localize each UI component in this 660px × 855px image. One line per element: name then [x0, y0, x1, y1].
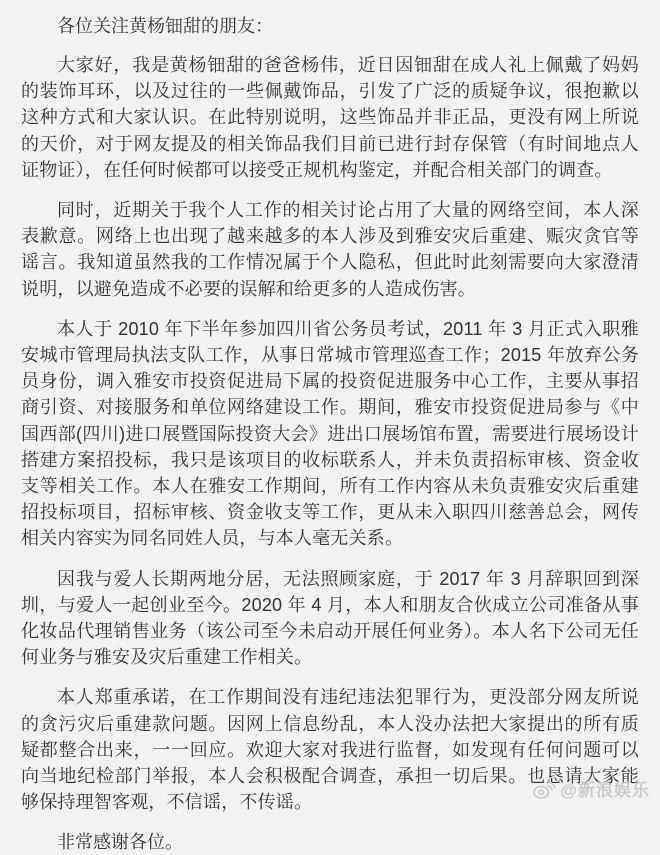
- statement-paragraph-2: 同时，近期关于我个人工作的相关讨论占用了大量的网络空间，本人深表歉意。网络上也出现了越来越多的本人涉及到雅安灾后重建、赈灾贪官等谣言。我知道虽然我的工作情况属于个人隐私，但此时此刻需要向大家澄清说明，以避免造成不必要的误解和给更多的人造成伤害。: [21, 200, 639, 299]
- watermark-handle: @新浪娱乐: [560, 781, 650, 800]
- statement-closing: 非常感谢各位。: [57, 832, 183, 853]
- statement-paragraph-1: 大家好，我是黄杨钿甜的爸爸杨伟，近日因钿甜在成人礼上佩戴了妈妈的装饰耳环，以及过往的一些佩戴饰品，引发了广泛的质疑争议，很抱歉以这种方式和大家认识。在此特别说明，这些饰品并非正品，更没有网上所说的天价，对于网友提及的相关饰品我们目前已进行封存保管（有时间地点人证物证），在任何时候都可以接受正规机构鉴定，并配合相关部门的调查。: [21, 55, 639, 180]
- statement-paragraph-3: 本人于 2010 年下半年参加四川省公务员考试，2011 年 3 月正式入职雅安城市管理局执法支队工作，从事日常城市管理巡查工作；2015 年放弃公务员身份，调入雅安市投资促进局下属的投资促进服务中心工作，主要从事招商引资、对接服务和单位网络建设工作。期间，雅安市投资促进局参与《中国西部(四川)进口展暨国际投资大会》进出口展场馆布置，需要进行展场设计搭建方案招投标，我只是该项目的收标联系人，并未负责招标审核、资金收支等相关工作。本人在雅安工作期间，所有工作内容从未负责雅安灾后重建招投标项目，招标审核、资金收支等工作，更从未入职四川慈善总会，网传相关内容实为同名同姓人员，与本人毫无关系。: [21, 318, 639, 549]
- statement-paragraph-4: 因我与爱人长期两地分居，无法照顾家庭，于 2017 年 3 月辞职回到深圳，与爱人一起创业至今。2020 年 4 月，本人和朋友合伙成立公司准备从事化妆品代理销售业务（该公司至今未启动开展任何业务）。本人名下公司无任何业务与雅安及灾后重建工作相关。: [21, 568, 639, 668]
- weibo-logo-icon: [532, 778, 556, 800]
- watermark: [532, 776, 650, 801]
- statement-salutation: 各位关注黄杨钿甜的朋友：: [57, 16, 273, 36]
- statement-paragraph-5: 本人郑重承诺，在工作期间没有违纪违法犯罪行为，更没部分网友所说的贪污灾后重建款问题。因网上信息纷乱，本人没办法把大家提出的所有质疑都整合出来，一一回应。欢迎大家对我进行监督，如发现有任何问题可以向当地纪检部门举报，本人会积极配合调查，承担一切后果。也恳请大家能够保持理智客观，不信谣，不传谣。: [21, 687, 639, 813]
